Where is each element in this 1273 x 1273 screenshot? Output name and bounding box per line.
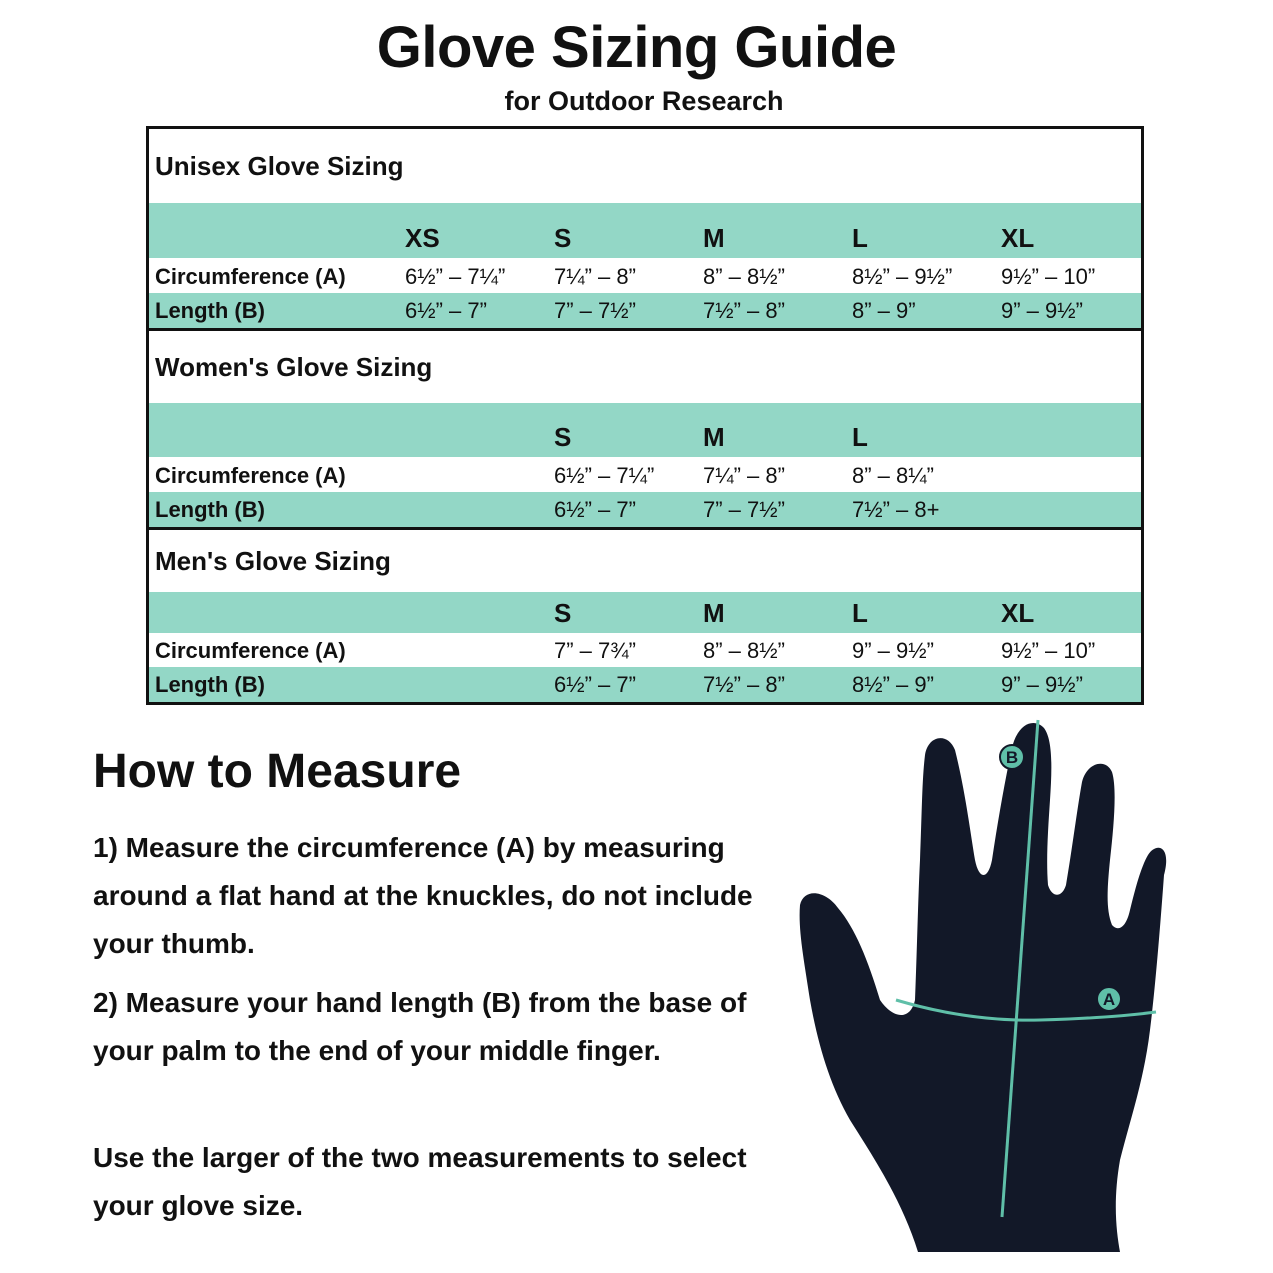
- size-header: S: [554, 422, 572, 452]
- size-header-row: [149, 592, 1141, 633]
- table-cell: 9” – 9½”: [1001, 298, 1083, 323]
- row-label: Circumference (A): [155, 638, 346, 663]
- size-header: XL: [1001, 598, 1035, 628]
- table-cell: 9½” – 10”: [1001, 264, 1096, 289]
- mens-section: [149, 530, 1141, 702]
- table-cell: 7½” – 8”: [703, 298, 785, 323]
- table-cell: 9” – 9½”: [1001, 672, 1083, 697]
- unisex-section: [149, 129, 1141, 331]
- table-cell: 8½” – 9”: [852, 672, 934, 697]
- size-header: L: [852, 223, 868, 253]
- page-subtitle: for Outdoor Research: [504, 86, 784, 116]
- size-header-row: [149, 203, 1141, 258]
- length-row: [149, 667, 1141, 702]
- circumference-row: [149, 258, 1141, 293]
- how-to-measure-heading: How to Measure: [93, 745, 462, 798]
- table-cell: 8” – 8½”: [703, 638, 785, 663]
- size-header: XS: [405, 223, 440, 253]
- circumference-row: [149, 457, 1141, 492]
- size-header: M: [703, 598, 725, 628]
- table-cell: 7¼” – 8”: [554, 264, 636, 289]
- table-cell: 7” – 7½”: [554, 298, 636, 323]
- size-header: L: [852, 598, 868, 628]
- marker-a-label: A: [1102, 990, 1116, 1009]
- step-2-text: 2) Measure your hand length (B) from the base of your palm to the end of your middle finger.: [93, 987, 747, 1066]
- row-label: Length (B): [155, 497, 265, 522]
- sizing-table: [146, 126, 1144, 705]
- table-cell: 7” – 7½”: [703, 497, 785, 522]
- table-cell: 6½” – 7”: [405, 298, 487, 323]
- circumference-row: [149, 633, 1141, 667]
- size-header: L: [852, 422, 868, 452]
- table-cell: 6½” – 7”: [554, 672, 636, 697]
- table-cell: 7¼” – 8”: [703, 463, 785, 488]
- length-row: [149, 293, 1141, 328]
- table-cell: 6½” – 7”: [554, 497, 636, 522]
- row-label: Circumference (A): [155, 463, 346, 488]
- section-title: Women's Glove Sizing: [155, 352, 433, 382]
- table-cell: 9½” – 10”: [1001, 638, 1096, 663]
- table-cell: 8” – 8½”: [703, 264, 785, 289]
- womens-section: [149, 331, 1141, 530]
- section-title: Men's Glove Sizing: [155, 546, 391, 576]
- table-cell: 6½” – 7¼”: [554, 463, 655, 488]
- row-label: Length (B): [155, 672, 265, 697]
- table-cell: 9” – 9½”: [852, 638, 934, 663]
- size-header: XL: [1001, 223, 1035, 253]
- table-cell: 6½” – 7¼”: [405, 264, 506, 289]
- size-header: S: [554, 598, 572, 628]
- table-cell: 7½” – 8+: [852, 497, 940, 522]
- hand-silhouette-icon: [780, 700, 1180, 1260]
- length-row: [149, 492, 1141, 527]
- page-title: Glove Sizing Guide: [376, 15, 897, 80]
- table-cell: 7½” – 8”: [703, 672, 785, 697]
- size-header: M: [703, 422, 725, 452]
- size-header: S: [554, 223, 572, 253]
- section-title: Unisex Glove Sizing: [155, 151, 404, 181]
- size-header: M: [703, 223, 725, 253]
- row-label: Circumference (A): [155, 264, 346, 289]
- table-cell: 8½” – 9½”: [852, 264, 953, 289]
- size-header-row: [149, 403, 1141, 457]
- row-label: Length (B): [155, 298, 265, 323]
- size-selection-note: Use the larger of the two measurements to select your glove size.: [93, 1142, 747, 1221]
- table-cell: 7” – 7¾”: [554, 638, 636, 663]
- table-cell: 8” – 9”: [852, 298, 916, 323]
- table-cell: 8” – 8¼”: [852, 463, 934, 488]
- marker-b-label: B: [1005, 748, 1019, 767]
- step-1-text: 1) Measure the circumference (A) by measuring around a flat hand at the knuckles, do not include your thumb.: [93, 832, 753, 959]
